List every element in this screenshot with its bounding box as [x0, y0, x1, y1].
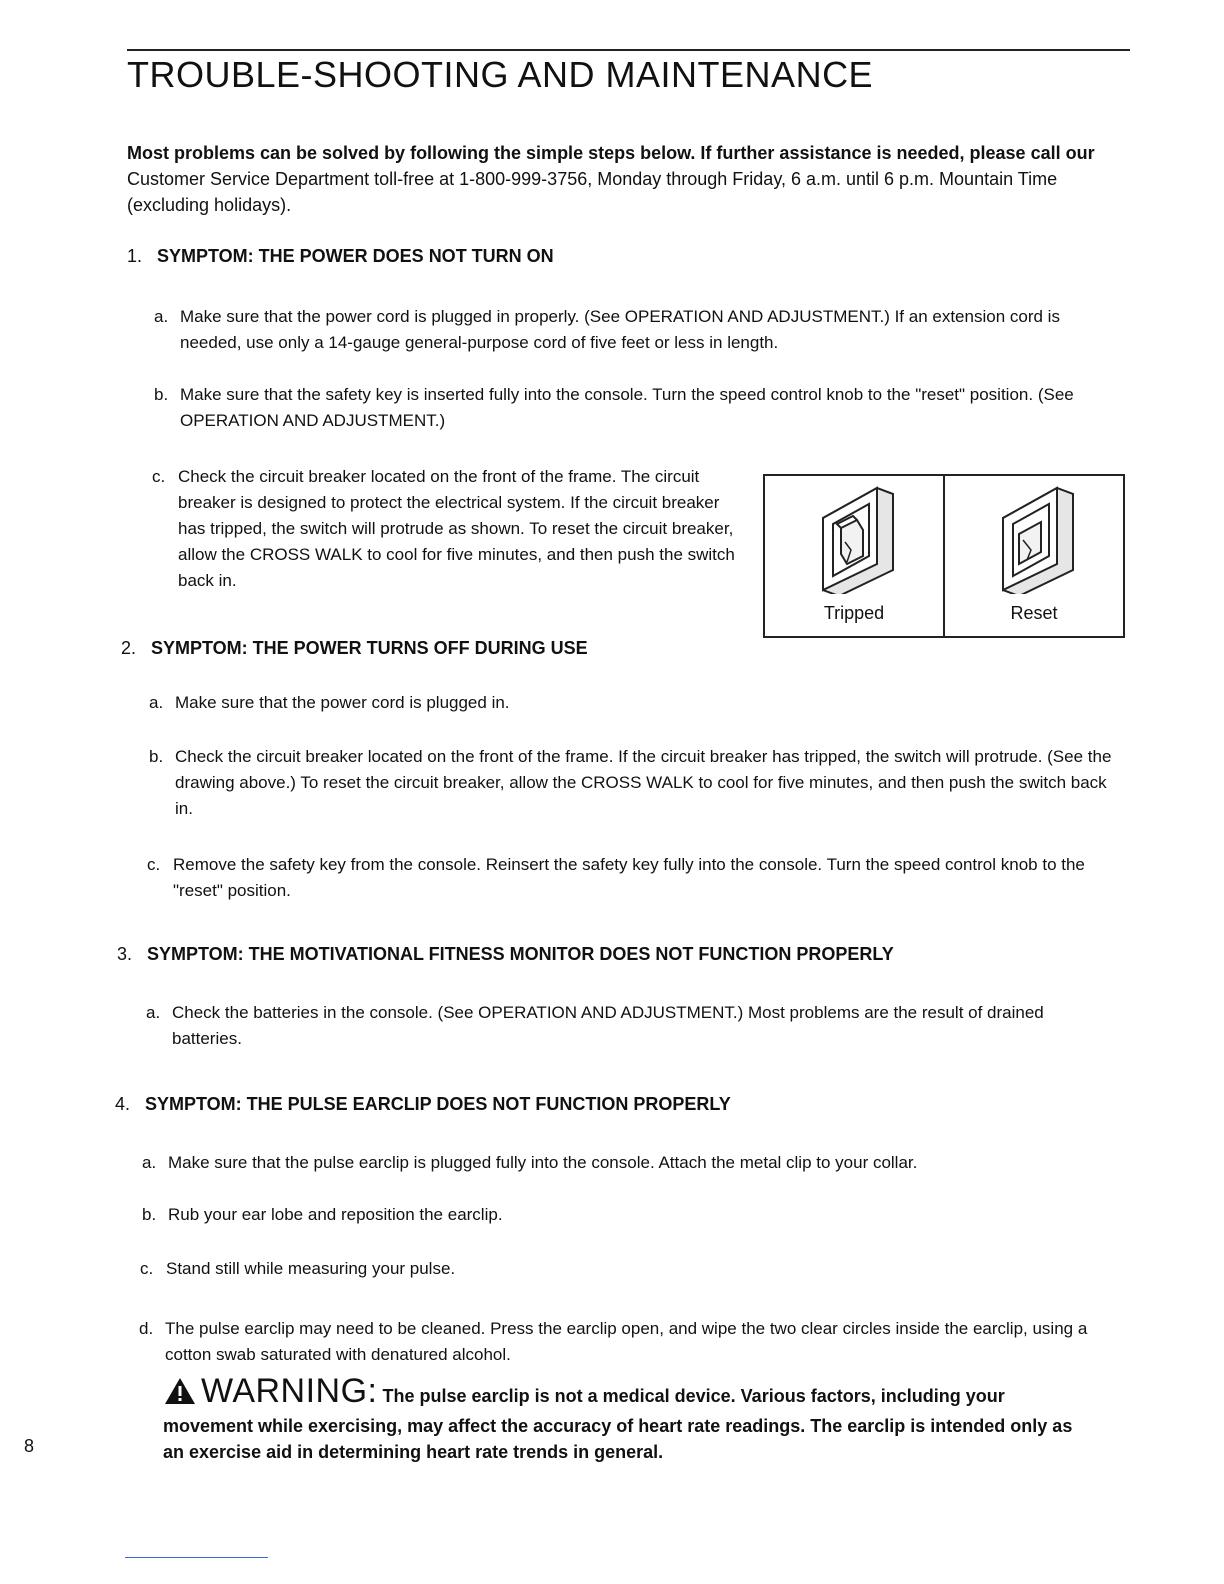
step-text: Check the circuit breaker located on the front of the frame. The circuit breaker is designed to protect the electrical system. If the circuit breaker has tripped, the switch will protrude as shown. To reset the circuit breaker, allow the CROSS WALK to cool for five minutes, and then push the switch back in. [178, 467, 735, 590]
reset-caption: Reset [1010, 603, 1058, 623]
symptom-number: 4. [115, 1094, 131, 1114]
symptom-title: SYMPTOM: THE MOTIVATIONAL FITNESS MONITOR DOES NOT FUNCTION PROPERLY [147, 944, 894, 964]
step-text: Stand still while measuring your pulse. [166, 1259, 456, 1278]
intro-bold-text: Most problems can be solved by following the simple steps below. If further assistance is needed, please call our [127, 143, 1095, 163]
page-title: TROUBLE-SHOOTING AND MAINTENANCE [127, 54, 874, 95]
step-4a [142, 1150, 1098, 1176]
step-letter: c. [140, 1259, 154, 1278]
step-2a [149, 690, 1105, 716]
step-letter: c. [152, 467, 166, 486]
step-1a [154, 304, 1110, 356]
step-text: Make sure that the pulse earclip is plugged fully into the console. Attach the metal clip to your collar. [168, 1153, 918, 1172]
warning-triangle-icon [163, 1376, 197, 1413]
symptom-heading-1 [127, 246, 554, 267]
step-text: Check the batteries in the console. (See OPERATION AND ADJUSTMENT.) Most problems are the result of drained batteries. [172, 1003, 1044, 1048]
tripped-caption: Tripped [823, 603, 885, 623]
step-text: Check the circuit breaker located on the front of the frame. If the circuit breaker has tripped, the switch will protrude. (See the drawing above.) To reset the circuit breaker, allow the CROSS WALK to cool for five minutes, and then push the switch back in. [175, 747, 1112, 818]
step-text: Make sure that the safety key is inserted fully into the console. Turn the speed control knob to the "reset" position. (See OPERATION AND ADJUSTMENT.) [180, 385, 1074, 430]
step-letter: b. [154, 385, 169, 404]
step-4c [140, 1256, 1096, 1282]
step-2b [149, 744, 1115, 822]
step-1b [154, 382, 1110, 434]
symptom-title: SYMPTOM: THE POWER DOES NOT TURN ON [157, 246, 554, 266]
page-number: 8 [24, 1436, 35, 1456]
tripped-panel [765, 476, 943, 636]
step-letter: a. [146, 1003, 161, 1022]
step-2c [147, 852, 1118, 904]
reset-switch-icon [995, 484, 1075, 594]
symptom-number: 1. [127, 246, 143, 266]
step-letter: b. [149, 747, 164, 766]
step-letter: d. [139, 1319, 154, 1338]
symptom-number: 3. [117, 944, 133, 964]
step-letter: a. [154, 307, 169, 326]
tripped-switch-icon [815, 484, 895, 594]
step-text: Make sure that the power cord is plugged in properly. (See OPERATION AND ADJUSTMENT.) If an extension cord is needed, use only a 14-gauge general-purpose cord of five feet or less in length. [180, 307, 1060, 352]
step-1c [152, 464, 738, 594]
circuit-breaker-figure [763, 474, 1125, 638]
step-text: Rub your ear lobe and reposition the earclip. [168, 1205, 503, 1224]
symptom-heading-3 [117, 944, 894, 965]
step-letter: a. [142, 1153, 157, 1172]
step-text: The pulse earclip may need to be cleaned. Press the earclip open, and wipe the two clear circles inside the earclip, using a cotton swab saturated with denatured alcohol. [165, 1319, 1088, 1364]
intro-paragraph [127, 140, 1127, 218]
intro-normal-text: Customer Service Department toll-free at 1-800-999-3756, Monday through Friday, 6 a.m. until 6 p.m. Mountain Time (excluding holidays). [127, 169, 1058, 215]
step-letter: b. [142, 1205, 157, 1224]
bottom-link-underline [125, 1557, 268, 1558]
step-3a [146, 1000, 1102, 1052]
reset-panel [943, 476, 1123, 636]
warning-word: WARNING: [201, 1372, 378, 1410]
warning-box [163, 1372, 1083, 1465]
warning-text: The pulse earclip is not a medical device. Various factors, including your movement while exercising, may affect the accuracy of heart rate readings. The earclip is intended only as an exercise aid in determining heart rate trends in general. [163, 1386, 1073, 1462]
step-letter: c. [147, 855, 161, 874]
step-letter: a. [149, 693, 164, 712]
top-rule [127, 49, 1130, 51]
symptom-heading-2 [121, 638, 588, 659]
symptom-heading-4 [115, 1094, 731, 1115]
symptom-title: SYMPTOM: THE POWER TURNS OFF DURING USE [151, 638, 588, 658]
step-text: Remove the safety key from the console. Reinsert the safety key fully into the console. Turn the speed control knob to the "reset" position. [173, 855, 1085, 900]
symptom-title: SYMPTOM: THE PULSE EARCLIP DOES NOT FUNCTION PROPERLY [145, 1094, 731, 1114]
step-4d [139, 1316, 1095, 1368]
step-text: Make sure that the power cord is plugged in. [175, 693, 510, 712]
step-4b [142, 1202, 1098, 1228]
symptom-number: 2. [121, 638, 137, 658]
